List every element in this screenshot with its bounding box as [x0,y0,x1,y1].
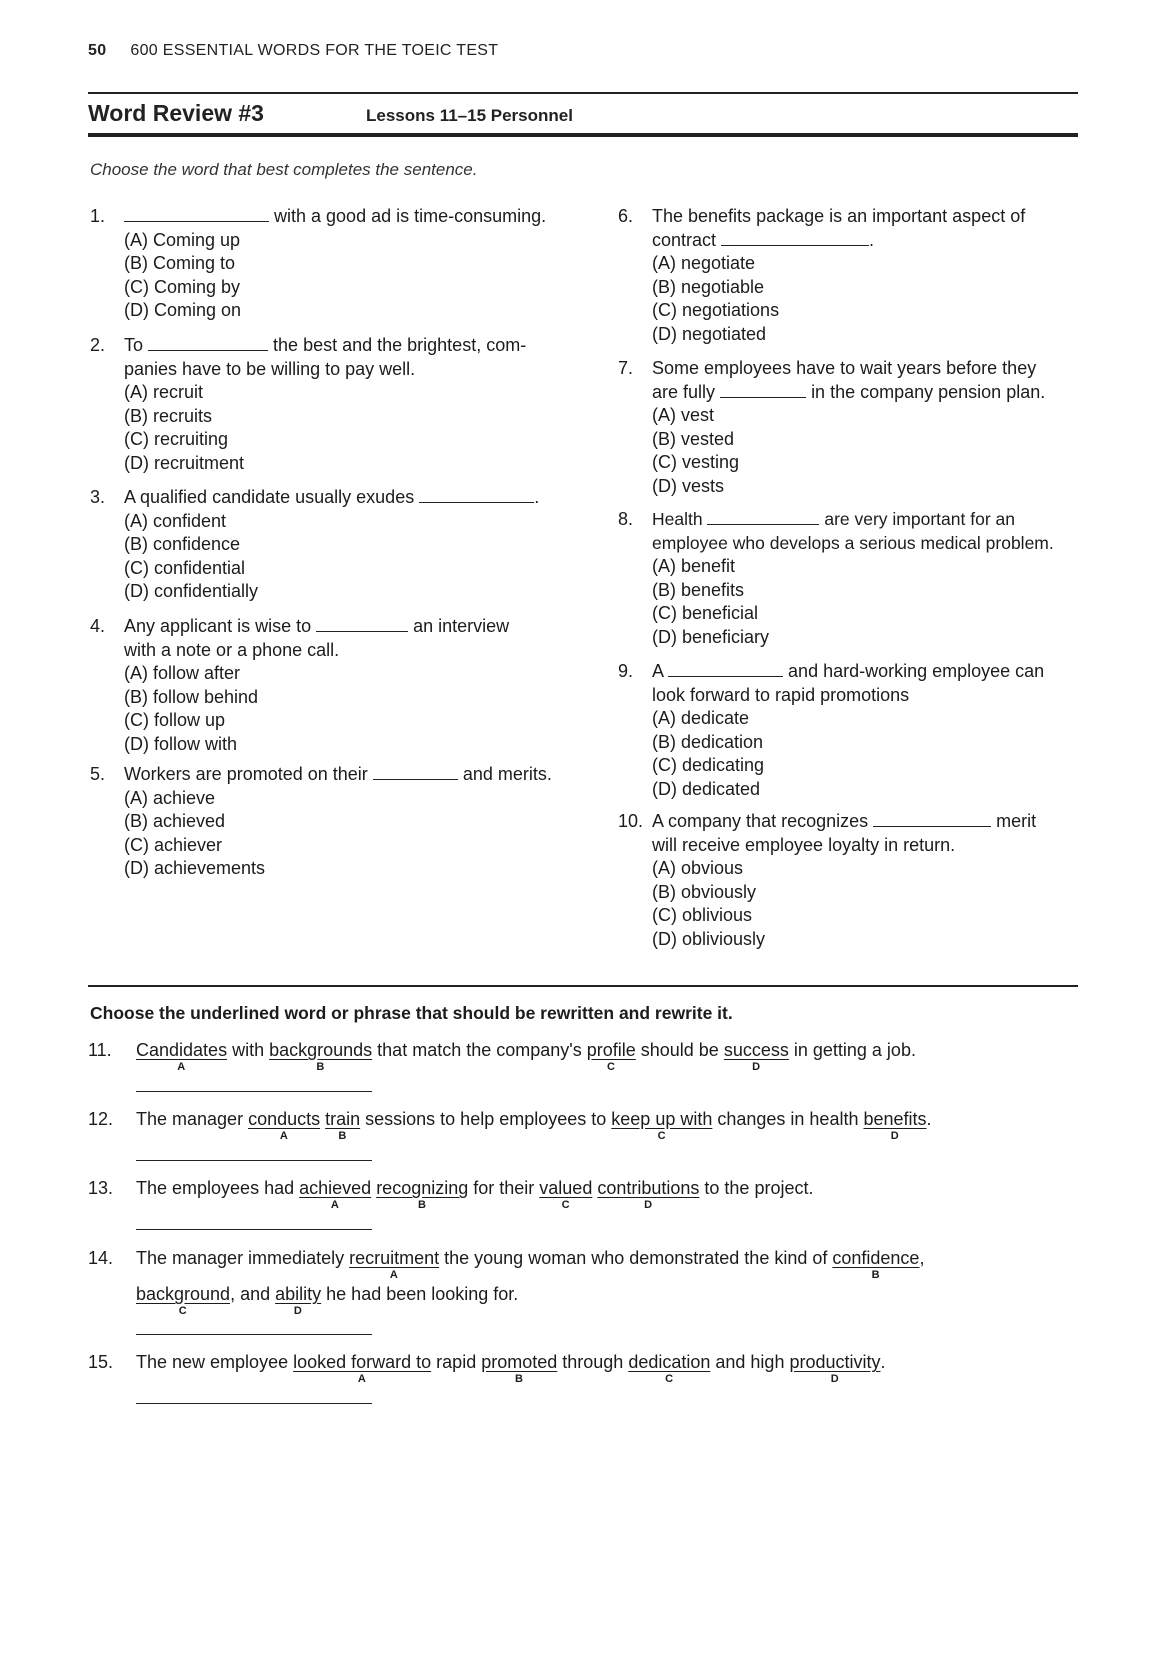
question-text-before: A qualified candidate usually exudes [124,487,415,507]
item-text: , and [230,1284,276,1304]
item-text: rapid [431,1352,482,1372]
option-d[interactable]: (D) follow with [124,733,238,754]
option-d[interactable]: (D) vests [652,475,724,496]
underlined-option-b[interactable]: recognizing [376,1178,469,1198]
option-c[interactable]: (C) achiever [124,834,223,855]
question-text-after: and hard-working employee can [788,661,1045,681]
question-8 [618,508,1078,649]
part2-instruction: Choose the underlined word or phrase that should be rewritten and rewrite it. [90,1003,733,1023]
option-c[interactable]: (C) Coming by [124,276,241,297]
question-text-after: in the company pension plan. [811,381,1046,402]
question-text-before: Workers are promoted on their [124,764,368,784]
underlined-option-b[interactable]: promoted [481,1352,558,1372]
option-d[interactable]: (D) obliviously [652,928,766,949]
item-text: The employees had [136,1178,300,1198]
question-2 [90,334,570,475]
question-number: 4. [90,616,106,636]
option-letter-c: C [607,1061,616,1073]
option-a[interactable]: (A) achieve [124,787,216,808]
answer-blank[interactable] [873,811,991,827]
error-item-15 [88,1352,886,1385]
item-text: sessions to help employees to [360,1109,612,1129]
option-letter-c: C [665,1373,674,1385]
option-a[interactable]: (A) Coming up [124,229,241,250]
rewrite-answer-line[interactable] [136,1091,372,1092]
question-number: 6. [618,206,634,226]
option-letter-d: D [890,1130,900,1142]
option-d[interactable]: (D) negotiated [652,323,767,344]
question-text-line2: employee who develops a serious medical problem. [652,532,1054,553]
option-a[interactable]: (A) recruit [124,382,204,402]
answer-blank[interactable] [720,382,806,398]
header-rule [88,92,1078,94]
answer-blank[interactable] [316,616,408,632]
question-5 [90,763,570,881]
question-10 [618,810,1078,951]
option-letter-d: D [644,1199,653,1211]
item-text: the young woman who demonstrated the kind of [439,1248,833,1268]
item-text: for their [468,1178,540,1198]
item-text: The manager [136,1109,249,1129]
underlined-option-d[interactable]: contributions [597,1178,700,1198]
option-letter-c: C [178,1305,188,1317]
question-text-before: Any applicant is wise to [124,616,312,636]
underlined-option-d[interactable]: benefits [863,1109,927,1129]
error-item-12 [88,1109,932,1142]
question-text-before: are fully [652,381,716,402]
underlined-option-b[interactable]: train [325,1109,361,1129]
question-text-after: the best and the brightest, com- [273,335,527,355]
option-letter-d: D [830,1373,840,1385]
answer-blank[interactable] [419,487,534,503]
underlined-option-c[interactable]: background [136,1284,231,1304]
option-b[interactable]: (B) benefits [652,579,745,600]
option-d[interactable]: (D) confidentially [124,581,259,601]
item-text: The manager immediately [136,1248,350,1268]
rewrite-answer-line[interactable] [136,1160,372,1161]
option-b[interactable]: (B) confidence [124,534,241,554]
option-a[interactable]: (A) confident [124,510,227,531]
rewrite-answer-line[interactable] [136,1403,372,1404]
underlined-option-a[interactable]: looked forward to [293,1352,432,1372]
item-text: through [557,1352,629,1372]
error-item-13 [88,1178,814,1211]
question-4 [90,615,570,756]
answer-blank[interactable] [668,661,783,677]
option-d[interactable]: (D) dedicated [652,778,761,799]
item-number: 15. [88,1352,114,1372]
question-number: 3. [90,487,106,507]
option-letter-b: B [871,1269,881,1281]
item-text: to the project. [699,1178,814,1198]
title-rule [88,133,1078,137]
underlined-option-d[interactable]: success [723,1040,789,1060]
option-c[interactable]: (C) oblivious [652,905,753,925]
option-c[interactable]: (C) confidential [124,557,246,578]
question-text-before: To [124,335,144,355]
question-number: 5. [90,764,106,784]
answer-blank[interactable] [124,206,269,222]
option-letter-d: D [293,1305,303,1317]
underlined-option-d[interactable]: productivity [789,1352,881,1372]
option-letter-d: D [752,1061,761,1073]
page-number: 50 [88,42,107,59]
running-header [88,42,498,60]
answer-blank[interactable] [707,509,819,525]
answer-blank[interactable] [373,764,458,780]
option-c[interactable]: (C) dedicating [652,755,765,775]
option-d[interactable]: (D) beneficiary [652,626,770,647]
item-text: , [919,1248,925,1268]
item-number: 12. [88,1109,114,1129]
part1-instruction: Choose the word that best completes the sentence. [90,160,478,179]
question-text-after: an interview [413,616,510,636]
question-text-after: are very important for an [824,509,1015,529]
option-b[interactable]: (B) achieved [124,811,226,831]
question-text-after: merit [996,811,1037,831]
item-text: The new employee [136,1352,294,1372]
question-text-before: A company that recognizes [652,811,869,831]
item-text: in getting a job. [788,1040,916,1060]
question-text-after: and merits. [462,764,552,784]
option-a[interactable]: (A) dedicate [652,708,750,728]
rewrite-answer-line[interactable] [136,1334,372,1335]
question-number: 10. [618,811,644,831]
option-a[interactable]: (A) obvious [652,858,744,878]
option-c[interactable]: (C) negotiations [652,300,780,320]
option-letter-a: A [357,1373,367,1385]
underlined-option-d[interactable]: ability [275,1284,322,1304]
item-number: 13. [88,1178,114,1198]
option-b[interactable]: (B) negotiable [652,276,765,297]
underlined-option-b[interactable]: confidence [832,1248,920,1268]
question-text-line2: panies have to be willing to pay well. [124,358,416,379]
item-text: changes in health [712,1109,864,1129]
underlined-option-c[interactable]: dedication [628,1352,711,1372]
option-d[interactable]: (D) Coming on [124,300,242,320]
book-title: 600 ESSENTIAL WORDS FOR THE TOEIC TEST [130,42,499,59]
section-title: Word Review #3 [88,100,264,126]
underlined-option-c[interactable]: valued [539,1178,593,1198]
option-letter-a: A [389,1269,399,1281]
question-text-line1: The benefits package is an important aspect of [652,206,1026,226]
underlined-option-c[interactable]: keep up with [611,1109,713,1129]
option-c[interactable]: (C) recruiting [124,429,229,449]
item-number: 11. [88,1040,112,1060]
option-letter-c: C [657,1130,667,1142]
question-text-after: . [534,487,540,507]
option-a[interactable]: (A) follow after [124,663,241,683]
question-text-before: Health [652,509,703,529]
underlined-option-c[interactable]: profile [586,1040,636,1060]
option-letter-a: A [177,1061,186,1073]
error-item-14 [88,1248,925,1317]
option-letter-a: A [330,1199,340,1211]
item-number: 14. [88,1248,114,1268]
question-text: with a good ad is time-consuming. [274,206,547,226]
item-text: should be [635,1040,724,1060]
item-text: and high [710,1352,790,1372]
option-c[interactable]: (C) beneficial [652,603,759,623]
option-letter-c: C [561,1199,571,1211]
option-b[interactable]: (B) vested [652,428,735,449]
item-text: that match the company's [372,1040,587,1060]
option-letter-b: B [316,1061,325,1073]
question-number: 8. [618,509,634,529]
option-letter-b: B [417,1199,427,1211]
underlined-option-a[interactable]: achieved [299,1178,372,1198]
option-d[interactable]: (D) recruitment [124,452,245,473]
underlined-option-a[interactable]: Candidates [136,1040,228,1060]
item-text: . [880,1352,886,1372]
section-divider [88,985,1078,987]
option-letter-a: A [279,1130,289,1142]
question-number: 9. [618,661,634,681]
question-text-before: A [652,661,664,681]
item-text: . [926,1109,932,1129]
question-text-line2: with a note or a phone call. [124,639,340,660]
option-b[interactable]: (B) recruits [124,405,213,426]
question-number: 2. [90,335,106,355]
option-c[interactable]: (C) vesting [652,452,740,472]
question-9 [618,660,1078,801]
underlined-option-a[interactable]: conducts [248,1109,321,1129]
option-c[interactable]: (C) follow up [124,710,226,730]
question-6 [618,205,1078,346]
question-text-line2: will receive employee loyalty in return. [652,834,956,855]
question-3 [90,486,570,604]
option-b[interactable]: (B) obviously [652,881,757,902]
section-subtitle: Lessons 11–15 Personnel [366,106,573,125]
answer-blank[interactable] [721,230,869,246]
question-number: 1. [90,206,106,226]
option-a[interactable]: (A) negotiate [652,253,756,273]
question-text-line1: Some employees have to wait years before they [652,358,1037,378]
option-b[interactable]: (B) follow behind [124,686,259,707]
underlined-option-b[interactable]: backgrounds [269,1040,373,1060]
item-text: he had been looking for. [321,1284,519,1304]
question-1 [90,205,570,323]
error-item-11 [88,1040,916,1073]
option-b[interactable]: (B) Coming to [124,253,236,273]
question-text-line2: look forward to rapid promotions [652,684,910,705]
question-7 [618,357,1078,498]
option-a[interactable]: (A) benefit [652,556,736,576]
question-number: 7. [618,358,634,378]
question-text-after: . [869,229,875,250]
rewrite-answer-line[interactable] [136,1229,372,1230]
question-text-before: contract [652,229,717,250]
option-letter-b: B [514,1373,524,1385]
item-text: with [227,1040,270,1060]
option-a[interactable]: (A) vest [652,405,715,425]
answer-blank[interactable] [148,335,268,351]
option-d[interactable]: (D) achievements [124,858,266,878]
underlined-option-a[interactable]: recruitment [349,1248,440,1268]
option-letter-b: B [338,1130,347,1142]
option-b[interactable]: (B) dedication [652,731,764,752]
